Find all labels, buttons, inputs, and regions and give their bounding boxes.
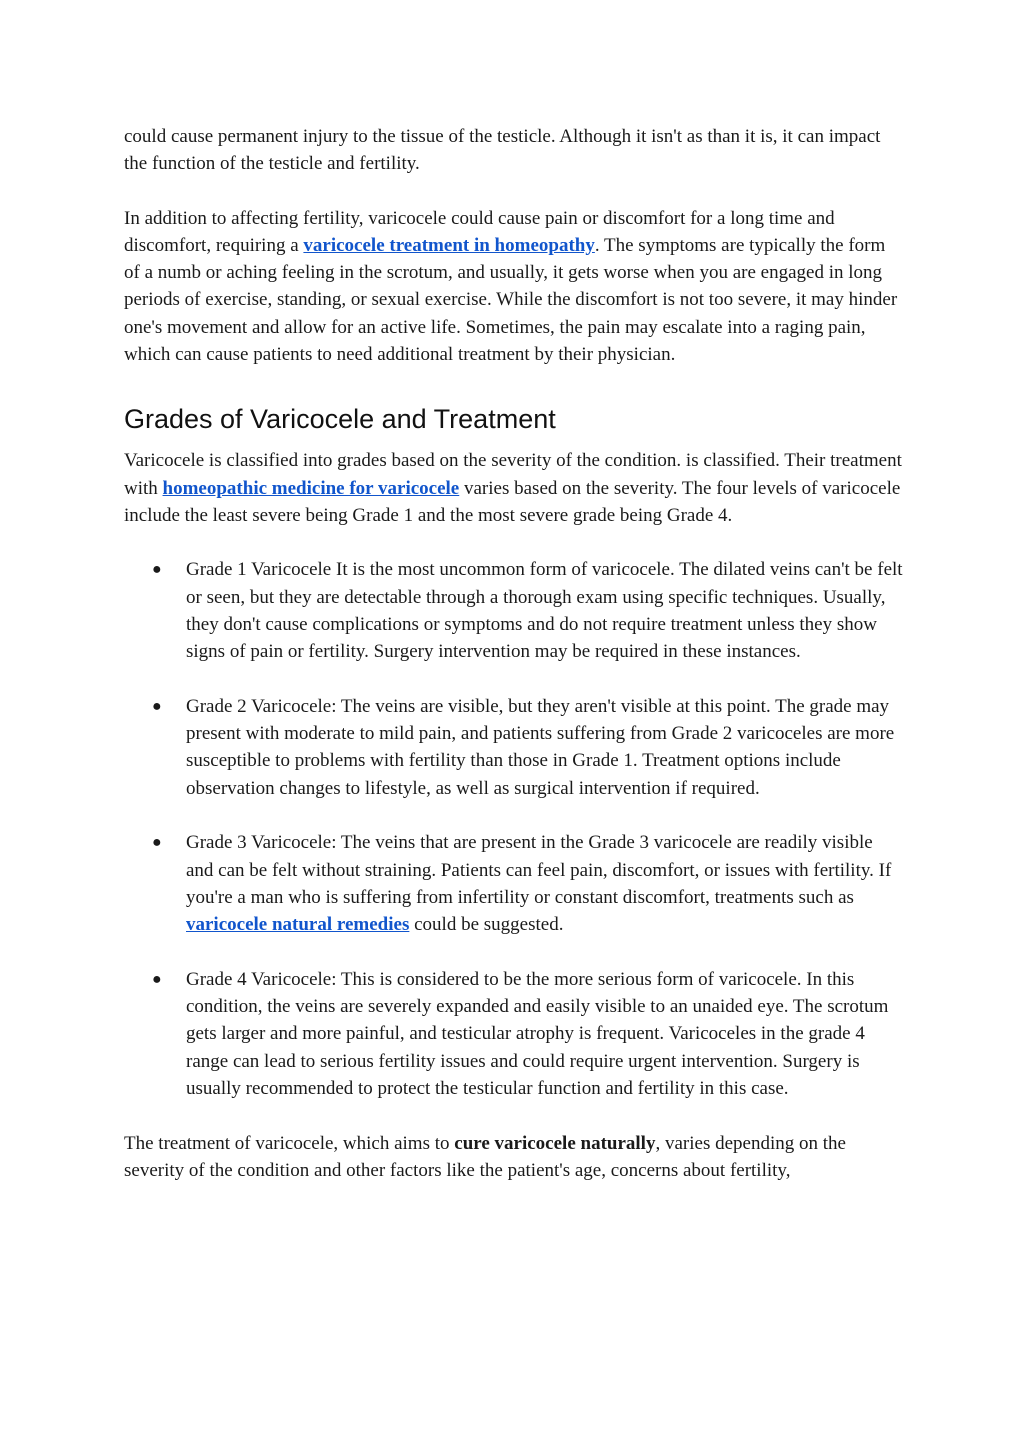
paragraph-treatment	[124, 1130, 904, 1185]
paragraph-text: The treatment of varicocele, which aims to	[124, 1132, 455, 1154]
paragraph-text: In addition to affecting fertility, varicocele could cause pain or discomfort for a long time and discomfort, requiring a	[124, 207, 835, 256]
list-item-grade-4	[124, 966, 904, 1102]
grades-list	[124, 556, 904, 1102]
list-item-grade-2	[124, 693, 904, 802]
paragraph-text: . The symptoms are typically the form of a numb or aching feeling in the scrotum, and usually, it gets worse when you are engaged in long periods of exercise, standing, or sexual exercise. While the discomfort is not too severe, it may hinder one's movement and allow for an active life. Sometimes, the pain may escalate into a raging pain, which can cause patients to need additional treatment by their physician.	[124, 234, 898, 366]
list-item-text: Grade 4 Varicocele: This is considered to be the more serious form of varicocele. In this condition, the veins are severely expanded and easily visible to an unaided eye. The scrotum gets larger and more painful, and testicular atrophy is frequent. Varicoceles in the grade 4 range can lead to serious fertility issues and could require urgent intervention. Surgery is usually recommended to protect the testicular function and fertility in this case.	[186, 968, 889, 1099]
bold-phrase: cure varicocele naturally	[454, 1132, 656, 1154]
bullet-icon: ●	[152, 561, 162, 579]
link-homeopathic-medicine[interactable]: homeopathic medicine for varicocele	[162, 477, 460, 499]
bullet-icon: ●	[152, 697, 162, 715]
paragraph-intro-continuation: could cause permanent injury to the tissue of the testicle. Although it isn't as than it is, it can impact the function of the testicle and fertility.	[124, 126, 881, 175]
link-varicocele-natural-remedies[interactable]: varicocele natural remedies	[186, 914, 410, 936]
list-item-grade-1	[124, 556, 904, 665]
bullet-icon: ●	[152, 970, 162, 988]
list-item-grade-3	[124, 829, 904, 938]
list-item-text: Grade 3 Varicocele: The veins that are present in the Grade 3 varicocele are readily visible and can be felt without straining. Patients can feel pain, discomfort, or issues with fertility. If you're a man who is suffering from infertility or constant discomfort, treatments such as	[186, 832, 892, 908]
bullet-icon: ●	[152, 834, 162, 852]
paragraph-symptoms	[124, 205, 904, 369]
paragraph-text: , varies depending on the severity of the condition and other factors like the patient's age, concerns about fertility,	[124, 1132, 846, 1181]
paragraph-text: Varicocele is classified into grades based on the severity of the condition. is classified. Their treatment with	[124, 450, 902, 499]
document-page	[124, 123, 904, 1184]
list-item-text: Grade 1 Varicocele It is the most uncommon form of varicocele. The dilated veins can't be felt or seen, but they are detectable through a thorough exam using specific techniques. Usually, they don't cause complications or symptoms and do not require treatment unless they show signs of pain or fertility. Surgery intervention may be required in these instances.	[186, 559, 903, 663]
link-varicocele-treatment-homeopathy[interactable]: varicocele treatment in homeopathy	[303, 234, 595, 256]
list-item-text: could be suggested.	[409, 914, 564, 936]
paragraph-grades-intro	[124, 447, 904, 529]
section-heading: Grades of Varicocele and Treatment	[124, 404, 556, 435]
list-item-text: Grade 2 Varicocele: The veins are visible, but they aren't visible at this point. The grade may present with moderate to mild pain, and patients suffering from Grade 2 varicoceles are more susceptible to problems with fertility than those in Grade 1. Treatment options include observation changes to lifestyle, as well as surgical intervention if required.	[186, 695, 895, 799]
paragraph-text: varies based on the severity. The four levels of varicocele include the least severe being Grade 1 and the most severe grade being Grade 4.	[124, 477, 901, 526]
